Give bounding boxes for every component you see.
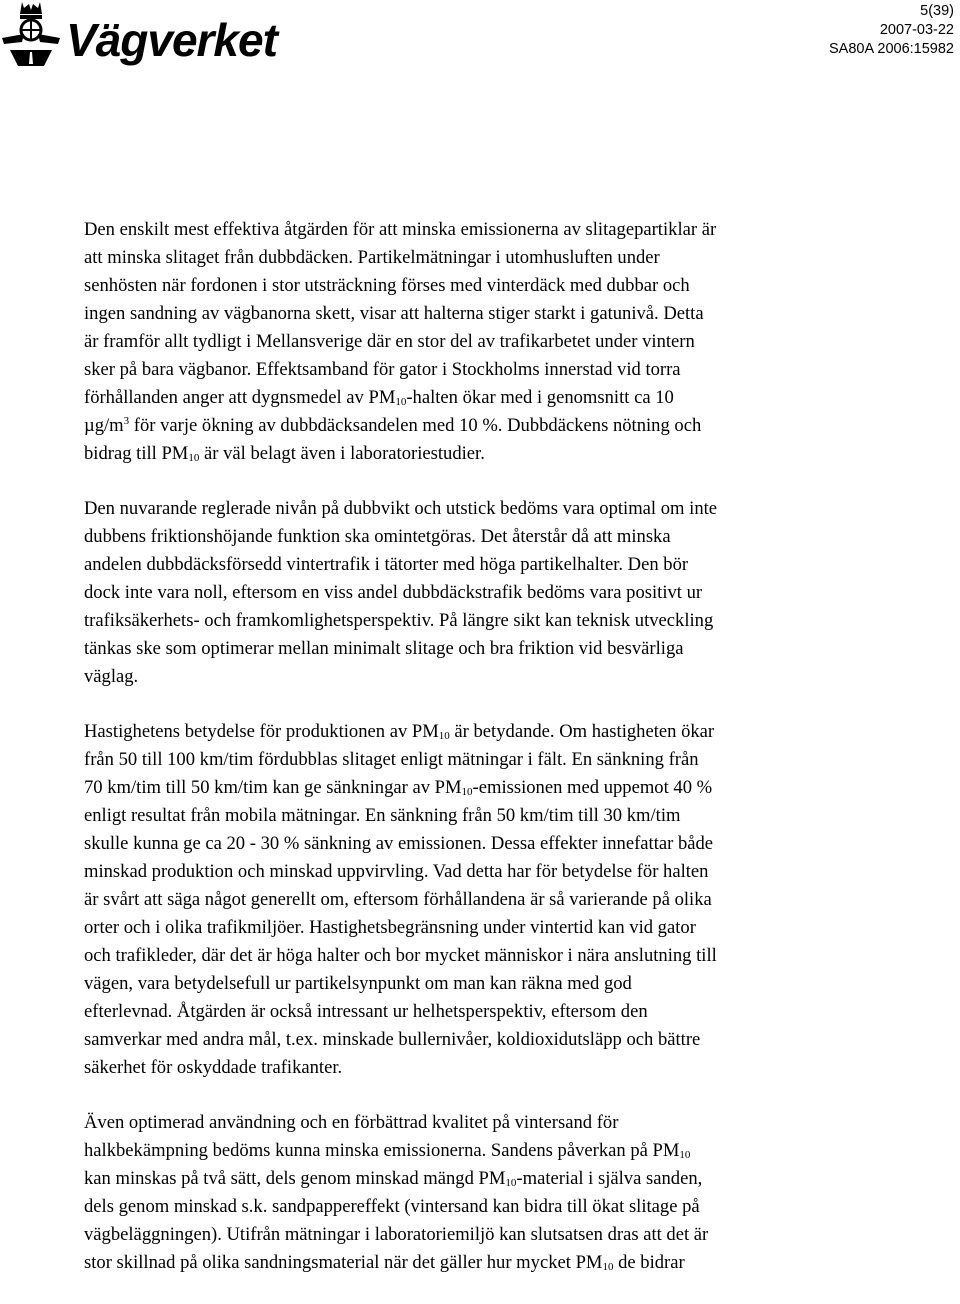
document-date: 2007-03-22 — [879, 22, 954, 38]
text-segment: andelen dubbdäcksförsedd vintertrafik i tätorter med höga partikelhalter. Den bör — [84, 554, 689, 575]
text-line — [84, 663, 804, 691]
text-segment: minskad produktion och minskad uppvirvling. Vad detta har för betydelse för halten — [84, 861, 709, 882]
text-segment: efterlevnad. Åtgärden är också intressant ur helhetsperspektiv, eftersom den — [84, 1001, 648, 1022]
text-segment: ingen sandning av vägbanorna skett, visar att halterna stiger starkt i gatunivå. Detta — [84, 303, 704, 324]
text-segment: väglag. — [84, 666, 139, 687]
text-line — [84, 998, 804, 1026]
text-segment: de bidrar — [613, 1252, 685, 1273]
text-line — [84, 1249, 804, 1277]
text-line — [84, 718, 804, 746]
text-line — [84, 802, 804, 830]
text-segment: för varje ökning av dubbdäcksandelen med 10 %. Dubbdäckens nötning och — [129, 415, 702, 436]
text-line — [84, 412, 804, 440]
text-segment: säkerhet för oskyddade trafikanter. — [84, 1057, 343, 1078]
text-line — [84, 300, 804, 328]
text-segment: Den enskilt mest effektiva åtgärden för att minska emissionerna av slitagepartiklar är — [84, 219, 717, 240]
text-segment: dubbens friktionshöjande funktion ska omintetgöras. Det återstår då att minska — [84, 526, 671, 547]
text-line — [84, 1137, 804, 1165]
text-line — [84, 774, 804, 802]
paragraph — [84, 1109, 804, 1277]
text-line — [84, 523, 804, 551]
document-id: SA80A 2006:15982 — [829, 41, 954, 57]
text-segment: kan minskas på två sätt, dels genom minskad mängd PM — [84, 1168, 506, 1189]
subscript: 10 — [188, 452, 200, 464]
text-line — [84, 886, 804, 914]
vagverket-logo — [0, 0, 290, 72]
text-line — [84, 1165, 804, 1193]
text-line — [84, 970, 804, 998]
text-line — [84, 746, 804, 774]
text-segment: 70 km/tim till 50 km/tim kan ge sänkningar av PM — [84, 777, 462, 798]
text-segment: senhösten när fordonen i stor utsträckning förses med vinterdäck med dubbar och — [84, 275, 690, 296]
text-line — [84, 1054, 804, 1082]
text-line — [84, 384, 804, 412]
text-line — [84, 579, 804, 607]
text-line — [84, 356, 804, 384]
text-line — [84, 1026, 804, 1054]
text-line — [84, 607, 804, 635]
text-segment: Den nuvarande reglerade nivån på dubbvikt och utstick bedöms vara optimal om inte — [84, 498, 718, 519]
text-line — [84, 1109, 804, 1137]
text-line — [84, 244, 804, 272]
text-line — [84, 1221, 804, 1249]
paragraph — [84, 718, 804, 1082]
subscript: 10 — [395, 396, 407, 408]
text-segment: är betydande. Om hastigheten ökar — [449, 721, 715, 742]
text-segment: trafiksäkerhets- och framkomlighetsperspektiv. På längre sikt kan teknisk utveckling — [84, 610, 714, 631]
subscript: 10 — [438, 730, 450, 742]
text-line — [84, 1193, 804, 1221]
text-segment: Även optimerad användning och en förbättrad kvalitet på vintersand för — [84, 1112, 619, 1133]
text-line — [84, 914, 804, 942]
text-segment: samverkar med andra mål, t.ex. minskade bullernivåer, koldioxidutsläpp och bättre — [84, 1029, 701, 1050]
text-line — [84, 328, 804, 356]
text-segment: -halten ökar med i genomsnitt ca 10 — [406, 387, 674, 408]
text-segment: orter och i olika trafikmiljöer. Hastighetsbegränsning under vintertid kan vid gator — [84, 917, 696, 938]
text-line — [84, 272, 804, 300]
subscript: 10 — [461, 786, 473, 798]
text-line — [84, 635, 804, 663]
crown-emblem-icon — [0, 0, 62, 70]
logo-wordmark: Vägverket — [66, 14, 277, 66]
text-segment: är framför allt tydligt i Mellansverige där en stor del av trafikarbetet under vintern — [84, 331, 695, 352]
text-segment: Hastighetens betydelse för produktionen av PM — [84, 721, 439, 742]
text-line — [84, 830, 804, 858]
text-segment: -material i själva sanden, — [516, 1168, 703, 1189]
text-segment: att minska slitaget från dubbdäcken. Partikelmätningar i utomhusluften under — [84, 247, 660, 268]
text-segment: bidrag till PM — [84, 443, 189, 464]
document-body — [84, 216, 804, 1304]
text-segment: vägbeläggningen). Utifrån mätningar i laboratoriemiljö kan slutsatsen dras att det är — [84, 1224, 709, 1245]
page-number: 5(39) — [920, 3, 954, 19]
text-line — [84, 942, 804, 970]
superscript: 3 — [123, 415, 130, 427]
subscript: 10 — [602, 1261, 614, 1273]
text-segment: från 50 till 100 km/tim fördubblas slitaget enligt mätningar i fält. En sänkning från — [84, 749, 699, 770]
text-segment: är svårt att säga något generellt om, eftersom förhållandena är så varierande på olika — [84, 889, 712, 910]
text-segment: stor skillnad på olika sandningsmaterial när det gäller hur mycket PM — [84, 1252, 603, 1273]
text-line — [84, 440, 804, 468]
text-segment: skulle kunna ge ca 20 - 30 % sänkning av emissionen. Dessa effekter innefattar både — [84, 833, 714, 854]
text-segment: dock inte vara noll, eftersom en viss andel dubbdäckstrafik bedöms vara positivt ur — [84, 582, 703, 603]
text-segment: förhållanden anger att dygnsmedel av PM — [84, 387, 396, 408]
text-segment: halkbekämpning bedöms kunna minska emissionerna. Sandens påverkan på PM — [84, 1140, 680, 1161]
text-line — [84, 495, 804, 523]
text-segment: -emissionen med uppemot 40 % — [472, 777, 713, 798]
text-segment: är väl belagt även i laboratoriestudier. — [199, 443, 485, 464]
paragraph — [84, 216, 804, 468]
text-segment: sker på bara vägbanor. Effektsamband för gator i Stockholms innerstad vid torra — [84, 359, 681, 380]
text-line — [84, 858, 804, 886]
text-line — [84, 216, 804, 244]
text-line — [84, 551, 804, 579]
text-segment: vägen, vara betydelsefull ur partikelsynpunkt om man kan räkna med god — [84, 973, 632, 994]
subscript: 10 — [505, 1177, 517, 1189]
document-meta — [829, 2, 954, 59]
text-segment: dels genom minskad s.k. sandpappereffekt (vintersand kan bidra till ökat slitage på — [84, 1196, 700, 1217]
paragraph — [84, 495, 804, 691]
text-segment: enligt resultat från mobila mätningar. En sänkning från 50 km/tim till 30 km/tim — [84, 805, 681, 826]
text-segment: µg/m — [84, 415, 124, 436]
text-segment: tänkas ske som optimerar mellan minimalt slitage och bra friktion vid besvärliga — [84, 638, 684, 659]
text-segment: och trafikleder, där det är höga halter och bor mycket människor i nära anslutning till — [84, 945, 717, 966]
subscript: 10 — [679, 1149, 691, 1161]
